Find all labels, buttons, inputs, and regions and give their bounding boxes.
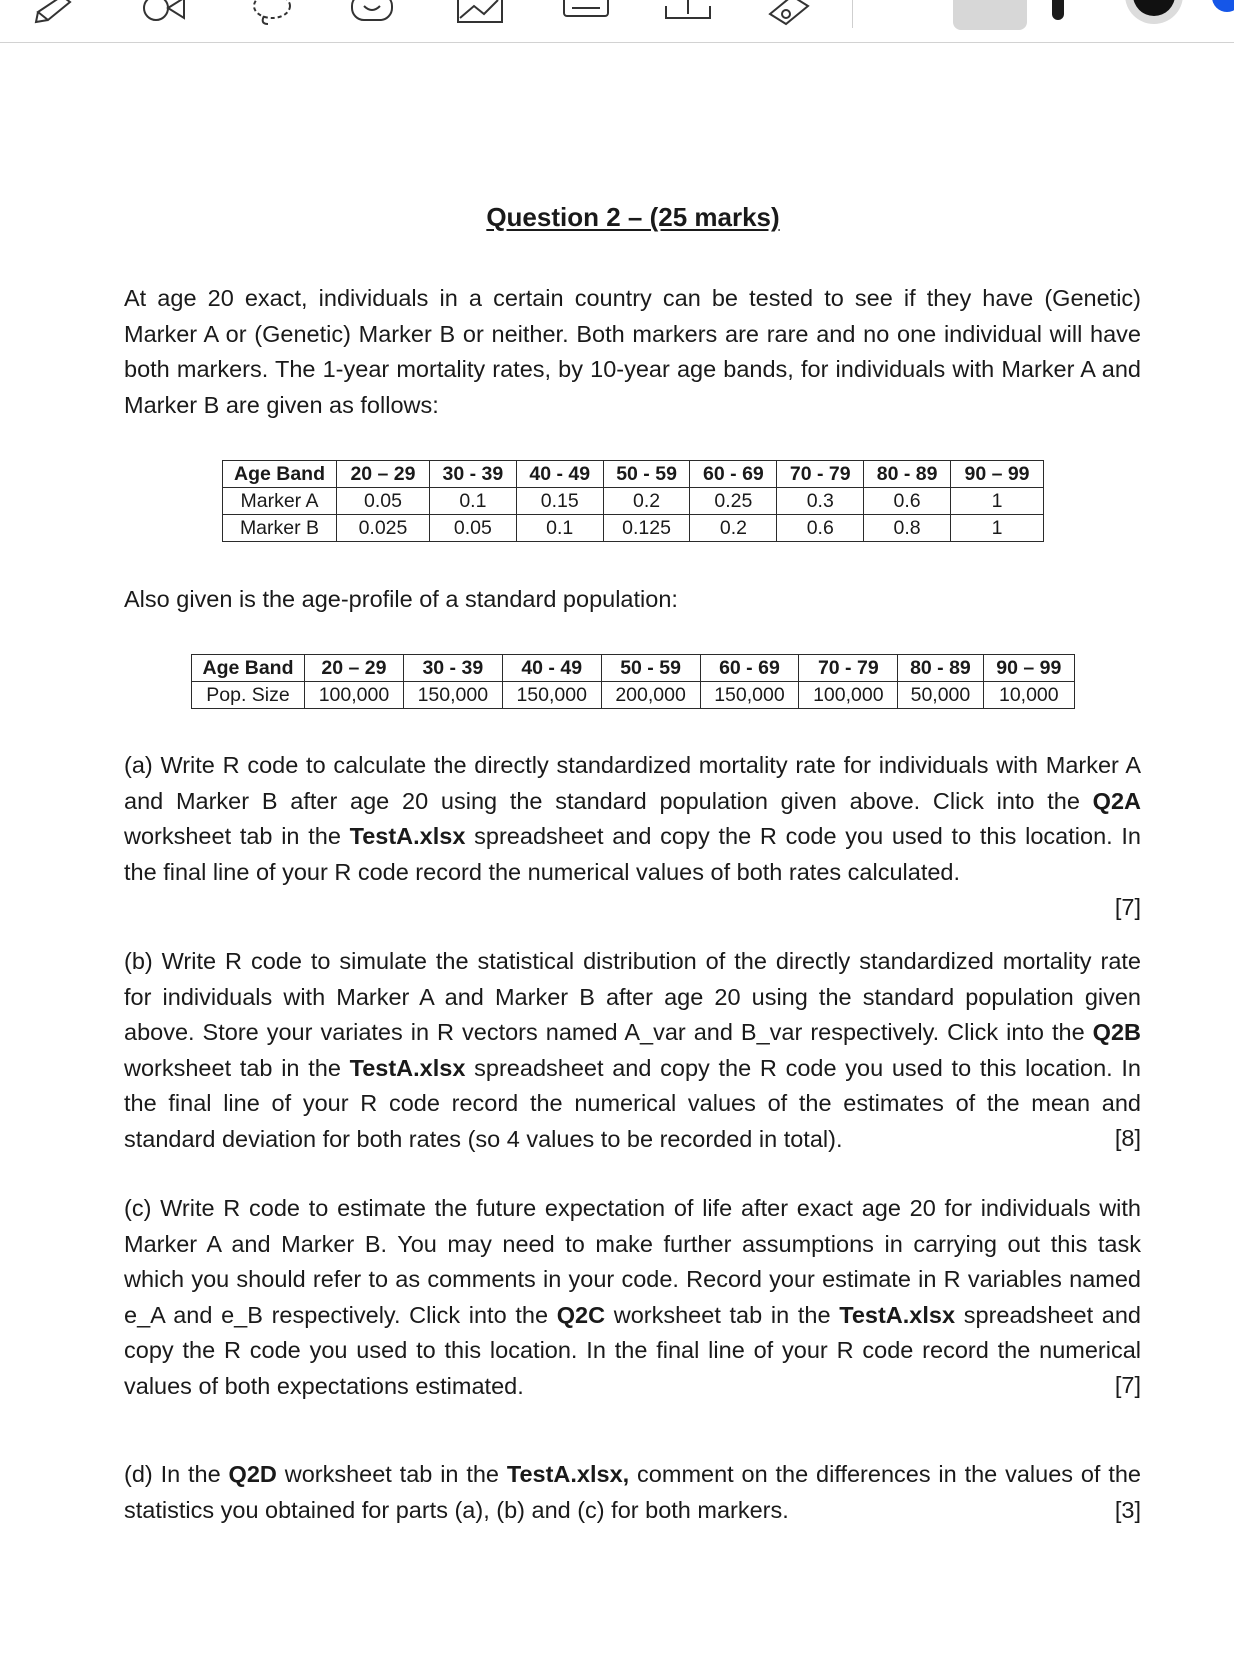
- table-header-cell: 40 - 49: [516, 461, 603, 488]
- toolbar-divider: [852, 0, 853, 28]
- table-header-cell: 20 – 29: [337, 461, 430, 488]
- table-header-row: [223, 461, 1044, 488]
- part-c-text: worksheet tab in the: [605, 1301, 840, 1328]
- part-b-text: worksheet tab in the: [124, 1054, 350, 1081]
- part-a-paragraph: [124, 748, 1141, 890]
- table-cell: 0.05: [429, 515, 516, 542]
- shapes-icon[interactable]: [138, 0, 190, 26]
- table-cell: Pop. Size: [192, 682, 305, 709]
- lasso-icon[interactable]: [246, 0, 298, 26]
- table-header-cell: 30 - 39: [429, 461, 516, 488]
- part-d-text: (d) In the: [124, 1461, 229, 1487]
- table-cell: Marker A: [223, 488, 337, 515]
- sticker-icon[interactable]: [346, 0, 398, 26]
- table-header-cell: 90 – 99: [983, 655, 1074, 682]
- part-a-marks: [7]: [1114, 894, 1141, 920]
- table-header-cell: 80 - 89: [898, 655, 983, 682]
- table-cell: 0.125: [603, 515, 690, 542]
- keyboard-icon[interactable]: [560, 0, 612, 26]
- stroke-width-icon[interactable]: [1052, 0, 1064, 20]
- part-b-text: spreadsheet and copy the R code you used to this location. In the final line of your R code record the numerical values of the estimates of the mean and standard deviation for both rates (so 4 values to be recorded in total).: [124, 1054, 1141, 1152]
- table-header-cell: Age Band: [192, 655, 305, 682]
- table-header-cell: 50 - 59: [603, 461, 690, 488]
- table-header-cell: 50 - 59: [601, 655, 700, 682]
- annotation-toolbar: [0, 0, 1234, 43]
- part-c-text: (c) Write R code to estimate the future expectation of life after exact age 20 for individuals with Marker A and Marker B. You may need to make further assumptions in carrying out this task which you should refer to as comments in your code. Record your estimate in R variables named e_A and e_B respectively. Click into the: [124, 1195, 1141, 1328]
- color-blue-swatch[interactable]: [1212, 0, 1234, 12]
- table-cell: 0.1: [429, 488, 516, 515]
- table-cell: 100,000: [799, 682, 898, 709]
- table-header-cell: 40 - 49: [502, 655, 601, 682]
- part-c-text: spreadsheet and copy the R code you used to this location. In the final line of your R code record the numerical values of both expectations estimated.: [124, 1301, 1141, 1399]
- part-a-text: spreadsheet and copy the R code you used to this location. In the final line of your R code record the numerical values of both rates calculated.: [124, 823, 1141, 885]
- part-d-marks: [3]: [1114, 1497, 1141, 1523]
- table-cell: 0.15: [516, 488, 603, 515]
- table-header-cell: 30 - 39: [403, 655, 502, 682]
- intro-paragraph: At age 20 exact, individuals in a certain country can be tested to see if they have (Genetic) Marker A or (Genetic) Marker B or neither. Both markers are rare and no one individual will have both markers. The 1-year mortality rates, by 10-year age bands, for individuals with Marker A and Marker B are given as follows:: [124, 285, 1141, 418]
- pen-icon[interactable]: [32, 0, 84, 26]
- table-header-cell: 80 - 89: [864, 461, 951, 488]
- part-d-text: comment on the differences in the values of the statistics you obtained for parts (a), (b) and (c) for both markers.: [124, 1461, 1141, 1523]
- table-cell: 150,000: [700, 682, 799, 709]
- spreadsheet-ref: TestA.xlsx: [839, 1301, 956, 1328]
- table-header-row: [192, 655, 1075, 682]
- image-icon[interactable]: [454, 0, 506, 26]
- table-header-cell: 70 - 79: [799, 655, 898, 682]
- table-header-cell: 20 – 29: [305, 655, 404, 682]
- worksheet-tab-ref: Q2B: [1092, 1019, 1141, 1045]
- table-cell: 150,000: [502, 682, 601, 709]
- standard-population-table: [191, 654, 1075, 709]
- mortality-rates-table: [222, 460, 1044, 542]
- part-b-text: (b) Write R code to simulate the statistical distribution of the directly standardized mortality rate for individuals with Marker A and Marker B after age 20 using the standard population given above. Store your variates in R vectors named A_var and B_var respectively. Click into the: [124, 948, 1141, 1045]
- table-cell: 0.25: [690, 488, 777, 515]
- part-d-text: worksheet tab in the: [276, 1461, 507, 1487]
- spreadsheet-ref: TestA.xlsx,: [506, 1461, 630, 1487]
- part-b-marks: [8]: [1114, 1125, 1141, 1151]
- standard-population-caption: Also given is the age-profile of a standard population:: [124, 586, 678, 612]
- table-cell: 0.6: [777, 515, 864, 542]
- table-cell: 0.025: [337, 515, 430, 542]
- color-swatch-button[interactable]: [953, 0, 1027, 30]
- worksheet-tab-ref: Q2A: [1092, 787, 1141, 814]
- part-c-marks: [7]: [1114, 1372, 1141, 1398]
- table-row: [223, 488, 1044, 515]
- table-header-cell: Age Band: [223, 461, 337, 488]
- table-header-cell: 60 - 69: [700, 655, 799, 682]
- table-cell: 0.3: [777, 488, 864, 515]
- table-cell: 1: [951, 515, 1044, 542]
- part-a-text: worksheet tab in the: [124, 823, 350, 849]
- eraser-icon[interactable]: [764, 0, 816, 26]
- worksheet-tab-ref: Q2D: [228, 1461, 277, 1487]
- table-header-cell: 60 - 69: [690, 461, 777, 488]
- table-cell: 150,000: [403, 682, 502, 709]
- table-cell: 0.2: [690, 515, 777, 542]
- table-cell: 0.8: [864, 515, 951, 542]
- table-cell: 1: [951, 488, 1044, 515]
- table-cell: 200,000: [601, 682, 700, 709]
- table-cell: Marker B: [223, 515, 337, 542]
- table-cell: 100,000: [305, 682, 404, 709]
- insert-icon[interactable]: [662, 0, 714, 26]
- table-header-cell: 70 - 79: [777, 461, 864, 488]
- spreadsheet-ref: TestA.xlsx: [349, 823, 466, 849]
- table-cell: 50,000: [898, 682, 983, 709]
- spreadsheet-ref: TestA.xlsx: [349, 1054, 466, 1081]
- table-header-cell: 90 – 99: [951, 461, 1044, 488]
- table-cell: 0.6: [864, 488, 951, 515]
- part-a-text: (a) Write R code to calculate the directly standardized mortality rate for individuals with Marker A and Marker B after age 20 using the standard population given above. Click into the: [124, 752, 1141, 814]
- worksheet-tab-ref: Q2C: [556, 1301, 606, 1328]
- table-cell: 0.05: [337, 488, 430, 515]
- table-cell: 0.1: [516, 515, 603, 542]
- question-title: Question 2 – (25 marks): [486, 202, 780, 232]
- table-row: [192, 682, 1075, 709]
- table-cell: 10,000: [983, 682, 1074, 709]
- table-cell: 0.2: [603, 488, 690, 515]
- table-row: [223, 515, 1044, 542]
